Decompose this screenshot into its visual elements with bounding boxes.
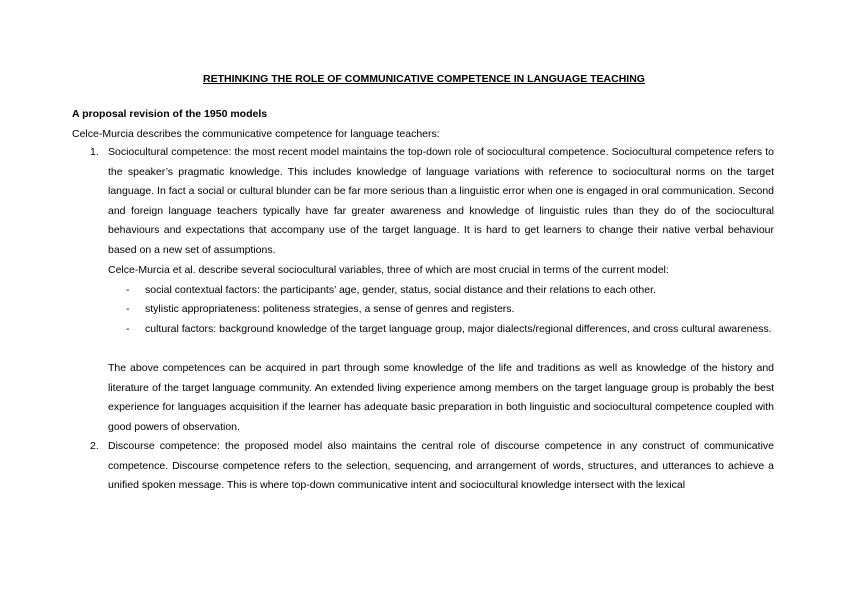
list-item-number: 1. bbox=[90, 146, 99, 158]
bullet-cultural: cultural factors: background knowledge of the target language group, major dialects/regional differences, and cross cultural awareness. bbox=[145, 323, 772, 335]
bullet-social-contextual: social contextual factors: the participants’ age, gender, status, social distance and their relations to each other. bbox=[145, 284, 656, 296]
document-title: RETHINKING THE ROLE OF COMMUNICATIVE COMPETENCE IN LANGUAGE TEACHING bbox=[203, 73, 645, 85]
bullet-dash: - bbox=[126, 284, 130, 296]
intro-paragraph: Celce-Murcia describes the communicative competence for language teachers: bbox=[72, 128, 440, 140]
section-heading: A proposal revision of the 1950 models bbox=[72, 108, 268, 120]
list-item-number: 2. bbox=[90, 440, 99, 452]
bullet-stylistic: stylistic appropriateness: politeness strategies, a sense of genres and registers. bbox=[145, 303, 515, 315]
bullet-dash: - bbox=[126, 323, 130, 335]
list-item-discourse: Discourse competence: the proposed model also maintains the central role of discourse competence in any construct of communicative competence. Discourse competence refers to the selection, sequencing, and arrangement of words, structures, and utterances to achieve a unified spoken message. This is where top-down communicative intent and sociocultural knowledge intersect with the lexical bbox=[108, 440, 774, 492]
list-item-sociocultural: Sociocultural competence: the most recent model maintains the top-down role of sociocultural competence. Sociocultural competence refers to the speaker’s pragmatic knowledge. This includes knowledge of language variations with reference to sociocultural norms on the target language. In fact a social or cultural blunder can be far more serious than a linguistic error when one is engaged in oral communication. Second and foreign language teachers typically have far greater awareness and knowledge of linguistic rules than they do of the sociocultural behaviours and expectations that accompany use of the target language. It is hard to get learners to change their native verbal behaviour based on a new set of assumptions. bbox=[108, 146, 774, 256]
variables-intro: Celce-Murcia et al. describe several sociocultural variables, three of which are most crucial in terms of the current model: bbox=[108, 264, 669, 276]
bullet-dash: - bbox=[126, 303, 130, 315]
closing-paragraph: The above competences can be acquired in part through some knowledge of the life and traditions as well as knowledge of the history and literature of the target language community. An extended living experience among members on the target language group is probably the best experience for languages acquisition if the learner has adequate basic preparation in both linguistic and sociocultural competence coupled with good powers of observation. bbox=[108, 362, 774, 433]
